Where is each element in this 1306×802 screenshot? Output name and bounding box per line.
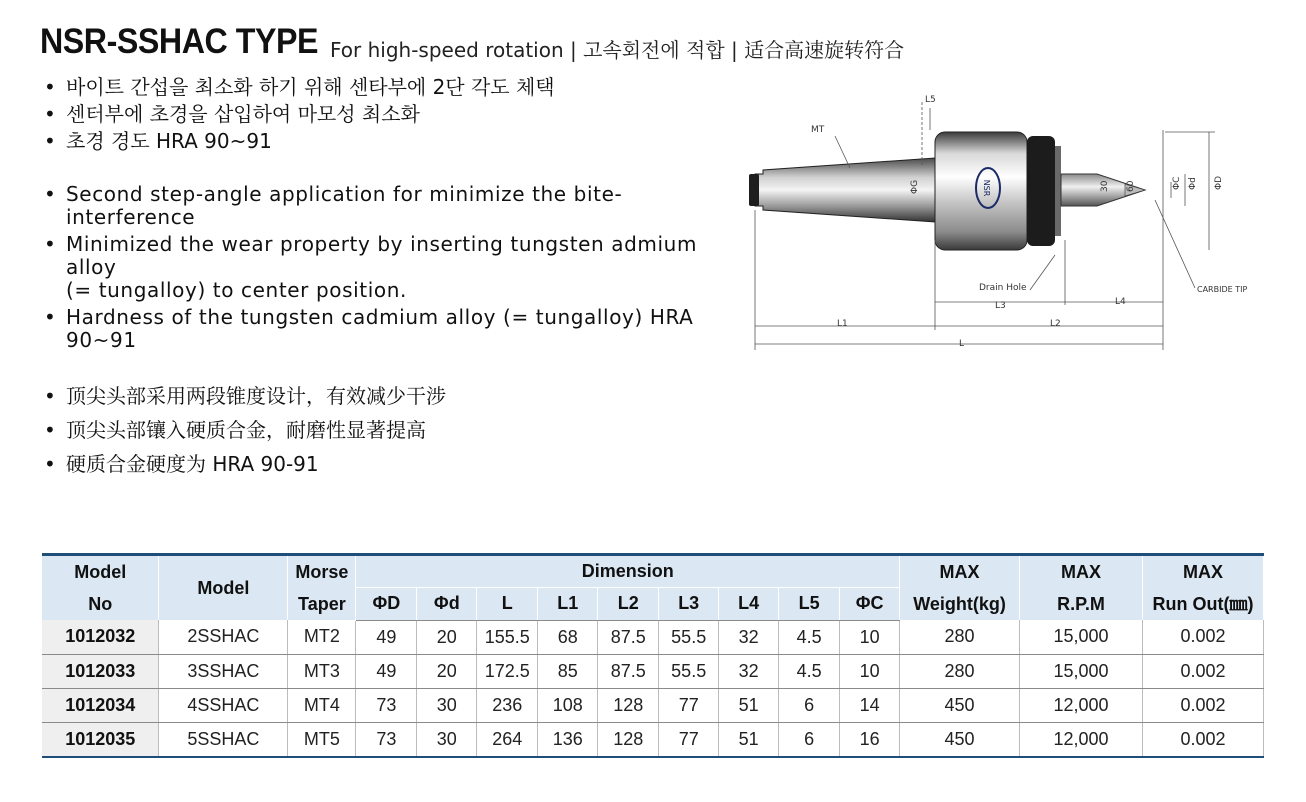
table-cell: 73 [356, 722, 417, 757]
page-title: NSR-SSHAC TYPE [40, 22, 319, 61]
table-cell: 2SSHAC [159, 620, 288, 654]
cell-model-no: 1012033 [42, 654, 159, 688]
label-drain-hole: Drain Hole [979, 283, 1027, 293]
table-cell: 10 [840, 654, 900, 688]
label-mt: MT [811, 125, 825, 135]
table-cell: 4SSHAC [159, 688, 288, 722]
label-angle-60: 60 [1126, 180, 1136, 192]
table-cell: 73 [356, 688, 417, 722]
table-row [42, 688, 1264, 722]
table-cell: 172.5 [477, 654, 538, 688]
label-l3: L3 [995, 301, 1006, 311]
header-dim: L [477, 588, 538, 620]
features-english [40, 183, 700, 356]
table-cell: 32 [719, 620, 779, 654]
table-cell: 128 [598, 688, 659, 722]
table-row [42, 722, 1264, 757]
feature-item: • 바이트 간섭을 최소화 하기 위해 센타부에 2단 각도 체택 [40, 76, 555, 99]
cell-model-no: 1012035 [42, 722, 159, 757]
label-l5: L5 [925, 95, 936, 105]
table-cell: MT4 [288, 688, 356, 722]
feature-item: • Hardness of the tungsten cadmium alloy (= tungalloy) HRA 90~91 [40, 306, 700, 352]
table-cell: 51 [719, 688, 779, 722]
page-subtitle: For high-speed rotation | 고속회전에 적합 | 适合高速旋转符合 [330, 38, 905, 62]
header-morse-taper: Morse Taper [288, 555, 356, 621]
cell-model-no: 1012032 [42, 620, 159, 654]
label-phi-c: ΦC [1172, 176, 1182, 190]
table-row [42, 620, 1264, 654]
header-dim: L2 [598, 588, 659, 620]
table-cell: 0.002 [1142, 620, 1263, 654]
table-cell: 0.002 [1142, 722, 1263, 757]
header-max-rpm: MAX R.P.M [1020, 555, 1143, 621]
label-phi-d-big: ΦD [1214, 175, 1224, 190]
header-dimension: Dimension [356, 555, 900, 588]
label-carbide-tip: CARBIDE TIP [1197, 285, 1248, 294]
table-cell: 14 [840, 688, 900, 722]
table-cell: 15,000 [1020, 620, 1143, 654]
table-cell: 51 [719, 722, 779, 757]
table-cell: 450 [900, 722, 1020, 757]
table-cell: 16 [840, 722, 900, 757]
table-cell: 128 [598, 722, 659, 757]
table-cell: MT2 [288, 620, 356, 654]
table-cell: 236 [477, 688, 538, 722]
header-dim: L4 [719, 588, 779, 620]
table-cell: 49 [356, 620, 417, 654]
table-cell: 68 [538, 620, 598, 654]
table-cell: 49 [356, 654, 417, 688]
table-cell: 55.5 [659, 654, 719, 688]
table-cell: 280 [900, 620, 1020, 654]
label-angle-30: 30 [1100, 180, 1110, 192]
table-cell: 30 [417, 688, 477, 722]
table-row [42, 654, 1264, 688]
table-cell: 77 [659, 688, 719, 722]
taper-shank [749, 158, 935, 222]
table-cell: MT5 [288, 722, 356, 757]
label-phi-d-small: Φd [1188, 177, 1198, 190]
header-dim: ΦD [356, 588, 417, 620]
header-model-no: Model No [42, 555, 159, 621]
table-cell: 12,000 [1020, 722, 1143, 757]
label-l: L [959, 339, 965, 349]
center-body [935, 132, 1061, 250]
table-cell: 264 [477, 722, 538, 757]
header-dim: ΦC [840, 588, 900, 620]
brand-logo: NSR [982, 179, 991, 197]
table-cell: 0.002 [1142, 688, 1263, 722]
label-l2: L2 [1050, 319, 1061, 329]
features-korean [40, 76, 555, 157]
live-center-diagram [745, 90, 1265, 360]
label-l1: L1 [837, 319, 848, 329]
feature-item: • 顶尖头部采用两段锥度设计，有效减少干涉 [40, 385, 446, 408]
table-cell: 10 [840, 620, 900, 654]
feature-item: • 硬质合金硬度为 HRA 90-91 [40, 453, 446, 476]
header-dim: L3 [659, 588, 719, 620]
header-max-runout: MAX Run Out(㎜) [1142, 555, 1263, 621]
table-cell: 87.5 [598, 654, 659, 688]
feature-item: • 顶尖头部镶入硬质合金，耐磨性显著提高 [40, 419, 446, 442]
label-l4: L4 [1115, 297, 1126, 307]
header-dim: Φd [417, 588, 477, 620]
header-model: Model [159, 555, 288, 621]
feature-item: • Second step-angle application for minimize the bite-interference [40, 183, 700, 229]
label-phi-g: ΦG [910, 179, 920, 194]
spec-table [42, 553, 1264, 758]
table-cell: 20 [417, 654, 477, 688]
table-cell: 77 [659, 722, 719, 757]
table-cell: 0.002 [1142, 654, 1263, 688]
feature-item: • 초경 경도 HRA 90~91 [40, 130, 555, 153]
table-cell: 280 [900, 654, 1020, 688]
table-cell: MT3 [288, 654, 356, 688]
table-cell: 5SSHAC [159, 722, 288, 757]
features-chinese [40, 385, 446, 487]
table-cell: 155.5 [477, 620, 538, 654]
table-cell: 450 [900, 688, 1020, 722]
table-cell: 55.5 [659, 620, 719, 654]
table-cell: 12,000 [1020, 688, 1143, 722]
table-cell: 3SSHAC [159, 654, 288, 688]
feature-item: • Minimized the wear property by inserting tungsten admium alloy (= tungalloy) to center position. [40, 233, 700, 302]
header-dim: L5 [779, 588, 840, 620]
header-max-weight: MAX Weight(kg) [900, 555, 1020, 621]
table-cell: 108 [538, 688, 598, 722]
table-cell: 32 [719, 654, 779, 688]
table-cell: 85 [538, 654, 598, 688]
table-cell: 30 [417, 722, 477, 757]
table-cell: 6 [779, 688, 840, 722]
feature-item: • 센터부에 초경을 삽입하여 마모성 최소화 [40, 103, 555, 126]
table-cell: 15,000 [1020, 654, 1143, 688]
cell-model-no: 1012034 [42, 688, 159, 722]
table-cell: 20 [417, 620, 477, 654]
table-cell: 6 [779, 722, 840, 757]
header-dim: L1 [538, 588, 598, 620]
table-cell: 4.5 [779, 654, 840, 688]
table-cell: 87.5 [598, 620, 659, 654]
table-cell: 136 [538, 722, 598, 757]
table-cell: 4.5 [779, 620, 840, 654]
